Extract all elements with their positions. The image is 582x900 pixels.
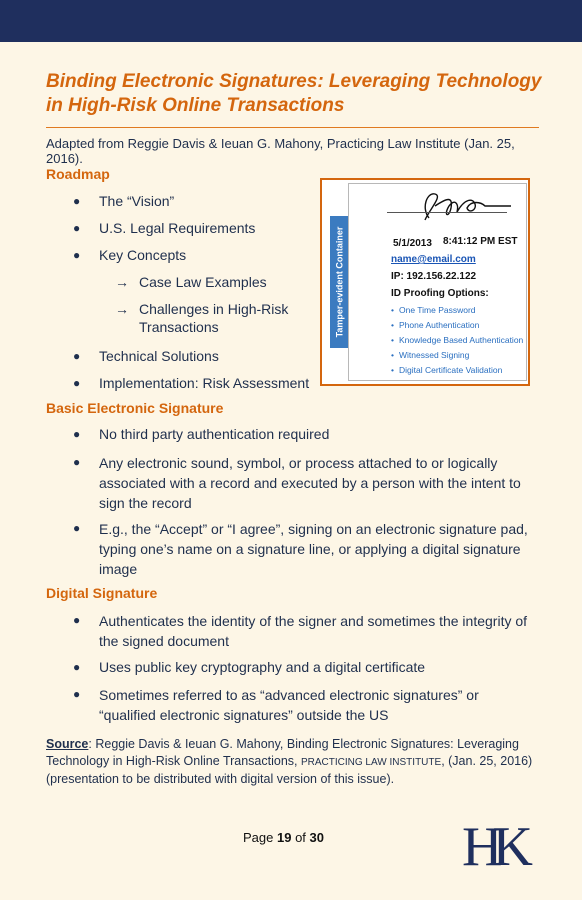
adapted-from-note: Adapted from Reggie Davis & Ieuan G. Mahony, Practicing Law Institute (Jan. 25, 2016). (46, 136, 515, 166)
bullet-icon: ● (73, 376, 81, 390)
id-proofing-option: • One Time Password (391, 305, 476, 315)
digital-signature-heading: Digital Signature (46, 585, 158, 601)
signer-email: name@email.com (391, 254, 476, 265)
bullet-icon: ● (73, 221, 81, 235)
id-proofing-option: • Digital Certificate Validation (391, 365, 503, 375)
bullet-icon: ● (73, 613, 81, 627)
bullet-icon: ● (73, 194, 81, 208)
id-proofing-option: • Witnessed Signing (391, 350, 470, 360)
title-divider (46, 127, 539, 128)
source-citation: Source: Reggie Davis & Ieuan G. Mahony, Binding Electronic Signatures: Leveraging Technology in High-Risk Online Transactions, PRACTICING LAW INSTITUTE, (Jan. 25, 2016) (presentation to be distributed with digital version of this issue). (46, 737, 533, 786)
signature-container-figure (320, 178, 530, 386)
page-number: Page 19 of 30 (243, 830, 324, 845)
id-proofing-option: • Knowledge Based Authentication (391, 335, 524, 345)
signature-time: 8:41:12 PM EST (443, 236, 518, 247)
arrow-right-icon: → (115, 274, 129, 290)
id-proofing-option: • Phone Authentication (391, 320, 480, 330)
bullet-icon: ● (73, 455, 81, 469)
roadmap-heading: Roadmap (46, 166, 110, 182)
bullet-icon: ● (73, 660, 81, 674)
signature-card (348, 183, 527, 381)
tamper-evident-label: Tamper-evident Container (330, 216, 348, 348)
bullet-icon: ● (73, 687, 81, 701)
top-banner (0, 0, 582, 42)
bullet-icon: ● (73, 521, 81, 535)
handwritten-signature-icon (399, 188, 539, 228)
page-title: Binding Electronic Signatures: Leveraging Technology in High-Risk Online Transactions (46, 71, 542, 116)
signature-line (387, 212, 507, 213)
id-proofing-title: ID Proofing Options: (391, 288, 489, 299)
bullet-icon: ● (73, 248, 81, 262)
signer-ip: IP: 192.156.22.122 (391, 271, 477, 282)
signature-date: 5/1/2013 (393, 238, 432, 249)
publisher-name: PRACTICING LAW INSTITUTE (300, 757, 442, 768)
bullet-icon: ● (73, 427, 81, 441)
bullet-icon: ● (73, 349, 81, 363)
source-label: Source (46, 737, 89, 751)
hk-logo: HK (462, 816, 523, 878)
arrow-right-icon: → (115, 301, 129, 317)
basic-signature-heading: Basic Electronic Signature (46, 400, 224, 416)
